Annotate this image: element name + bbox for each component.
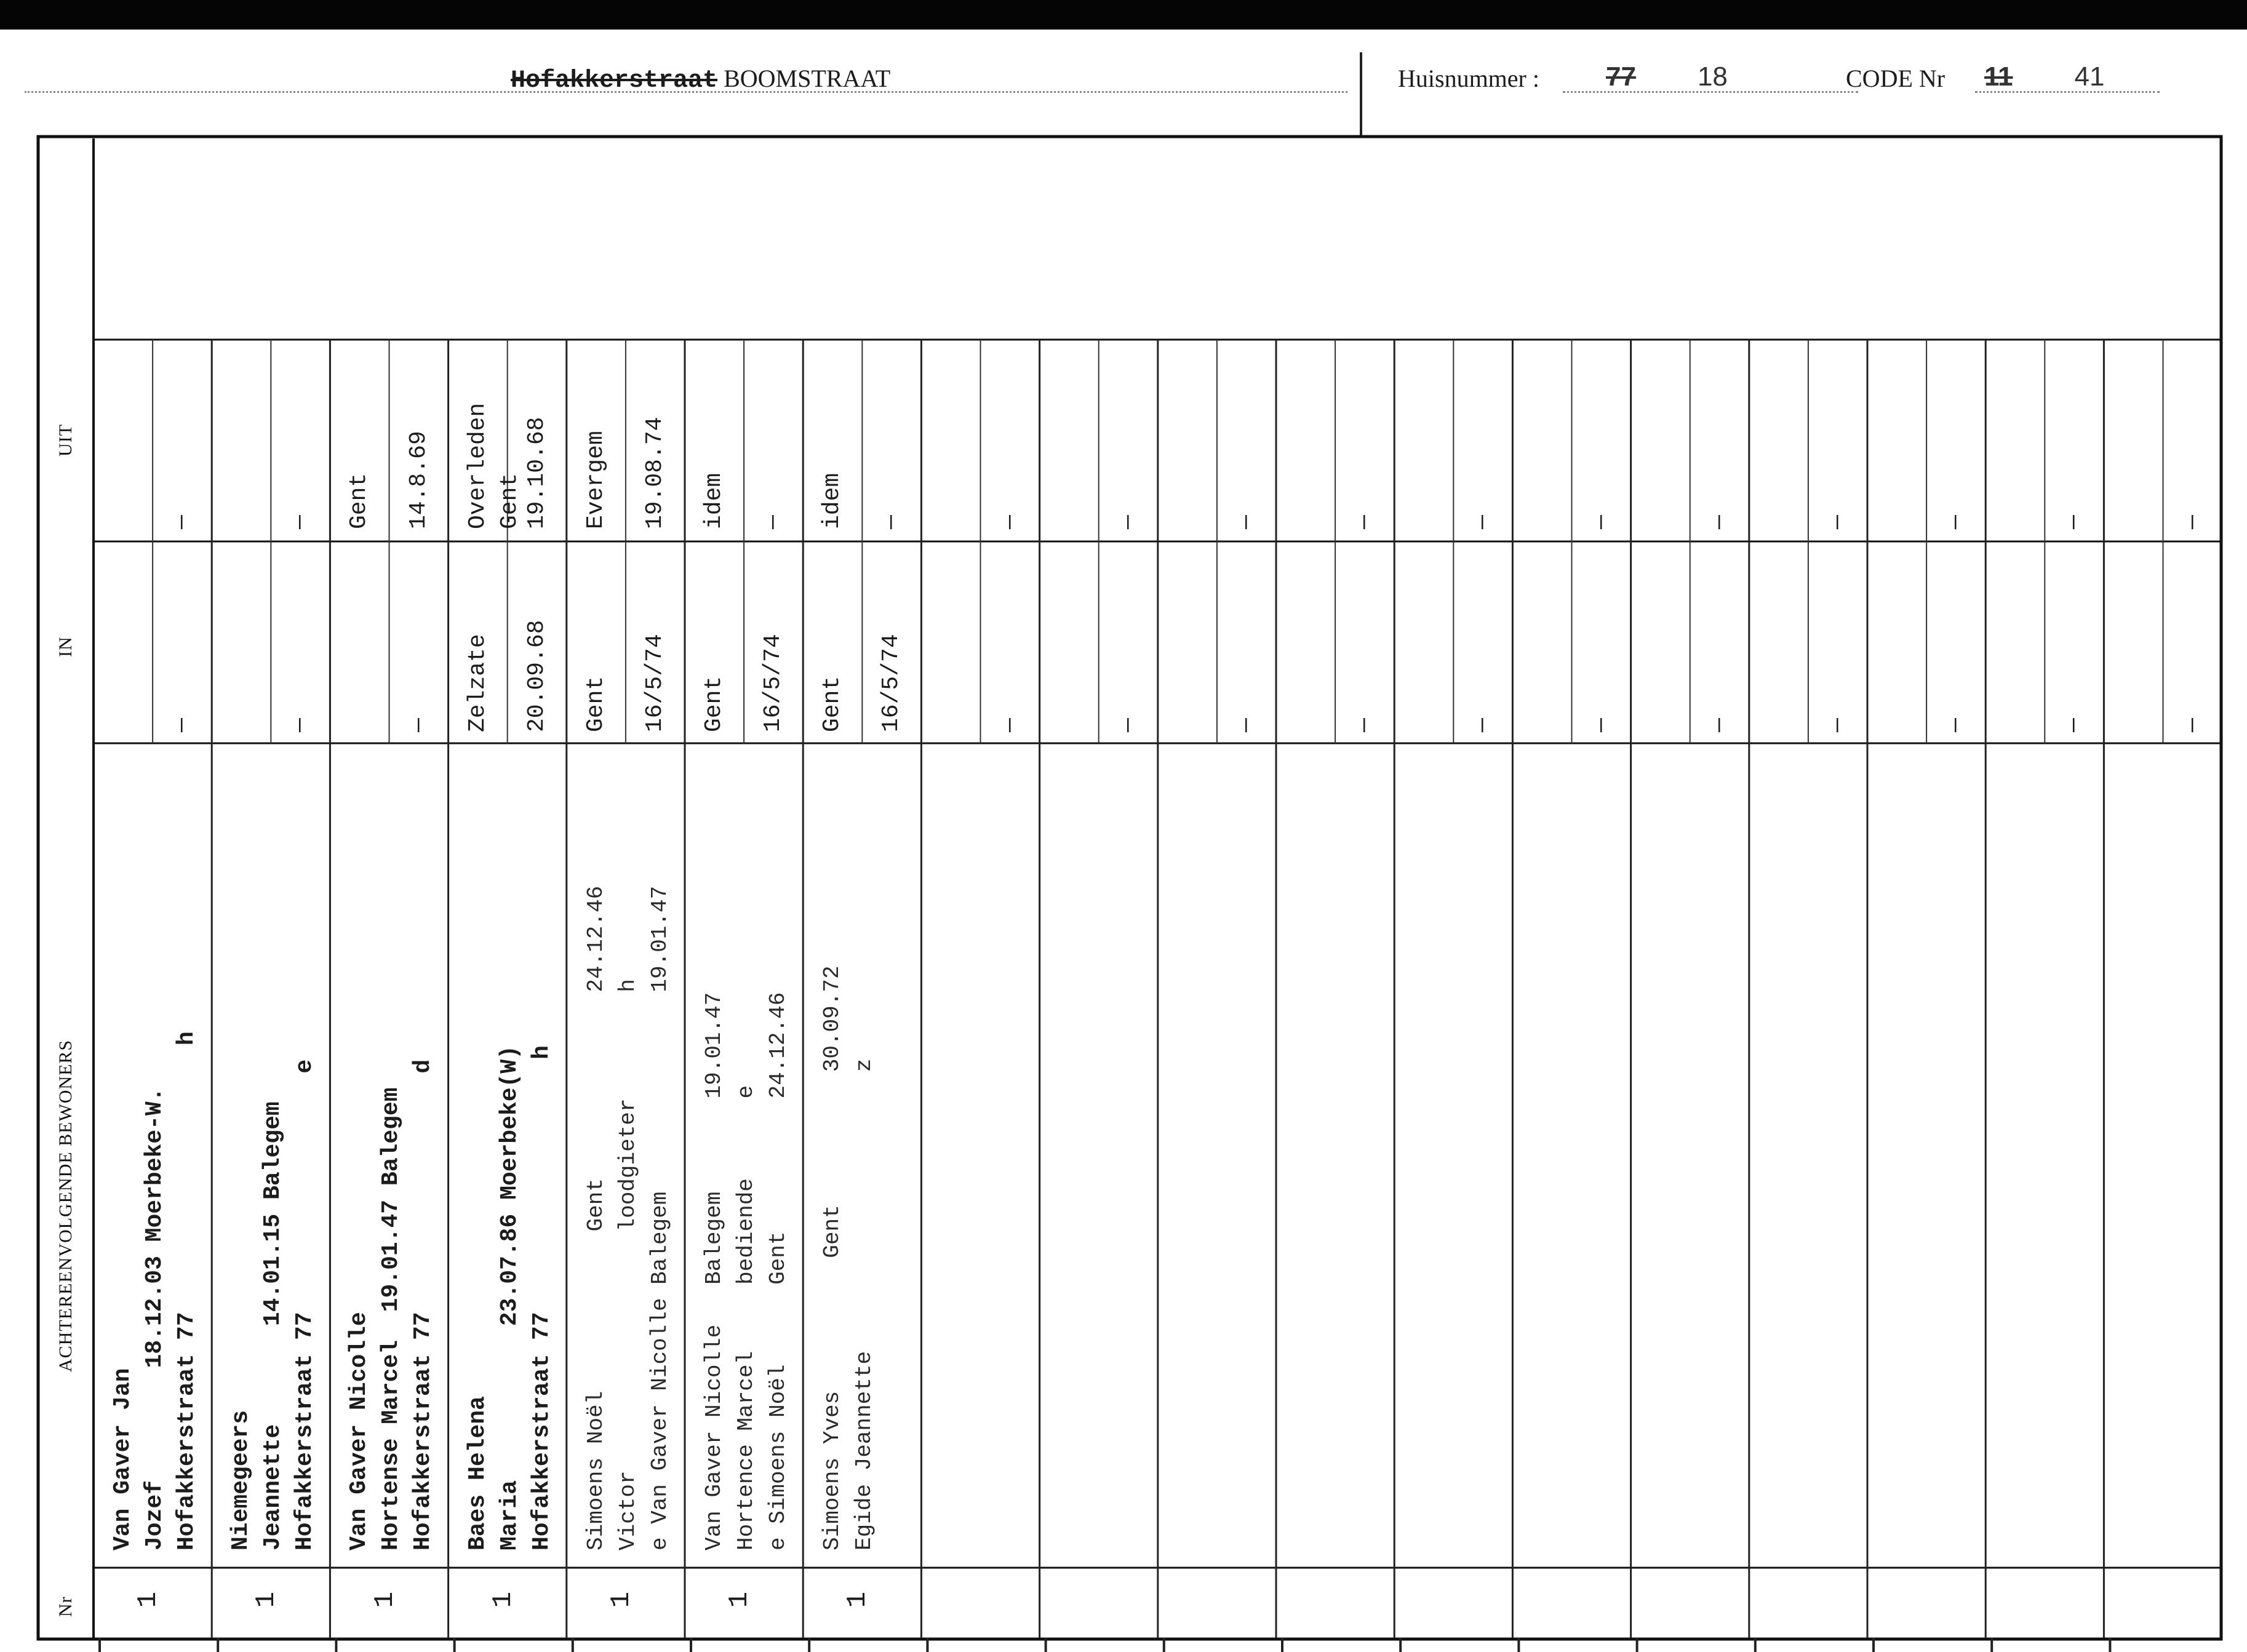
- resident-entry: [343, 1059, 439, 1550]
- house-number-label: Huisnummer :: [1398, 65, 1539, 92]
- resident-line: Victor loodgieter h: [615, 979, 641, 1550]
- resident-entry: [225, 1059, 321, 1550]
- uit-date: —: [1824, 515, 1851, 529]
- in-date: 16/5/74: [760, 634, 787, 732]
- in-place: Gent: [701, 676, 727, 732]
- uit-date: 19.08.74: [641, 417, 668, 529]
- resident-line: Maria 23.07.86 Moerbeke(W): [496, 1045, 523, 1550]
- uit-date: —: [1232, 515, 1259, 529]
- uit-date: —: [1942, 515, 1970, 529]
- in-date: —: [405, 718, 432, 732]
- resident-line: Simoens Noël Gent 24.12.46: [583, 885, 609, 1550]
- in-date: —: [2179, 718, 2206, 732]
- resident-line: Hortense Marcel 19.01.47 Balegem: [378, 1087, 405, 1550]
- in-date: —: [1942, 718, 1970, 732]
- in-date: —: [1232, 718, 1259, 732]
- uit-date: —: [760, 515, 787, 529]
- in-date: —: [1114, 718, 1141, 732]
- resident-line: Hofakkerstraat 77 h: [528, 1045, 555, 1550]
- resident-line: Jozef 18.12.03 Moerbeke-W.: [142, 1087, 168, 1550]
- in-place: Gent: [819, 676, 846, 732]
- uit-date: —: [1469, 515, 1496, 529]
- resident-line: Hofakkerstraat 77 d: [410, 1059, 437, 1550]
- uit-date: —: [169, 515, 196, 529]
- in-place: Gent: [582, 676, 609, 732]
- resident-line: Hofakkerstraat 77 h: [174, 1031, 200, 1550]
- uit-place: Evergem: [582, 431, 609, 529]
- uit-place: idem: [819, 473, 846, 529]
- resident-line: Van Gaver Jan: [110, 1368, 136, 1550]
- code-old: 11: [1984, 62, 2013, 92]
- uit-date: —: [287, 515, 314, 529]
- record-nr: 1: [842, 1591, 874, 1608]
- resident-line: Hortence Marcel bediende e: [733, 1085, 759, 1550]
- in-place: Zelzate: [464, 634, 491, 732]
- in-date: 16/5/74: [878, 634, 905, 732]
- resident-entry: [580, 886, 676, 1550]
- resident-line: Egide Jeannette z: [852, 1058, 877, 1550]
- resident-line: Hofakkerstraat 77 e: [292, 1059, 319, 1550]
- in-date: —: [1824, 718, 1851, 732]
- in-date: —: [287, 718, 314, 732]
- label-uit: UIT: [55, 424, 76, 457]
- in-date: —: [1351, 718, 1378, 732]
- uit-date: —: [2179, 515, 2206, 529]
- label-in: IN: [55, 636, 76, 657]
- uit-date: 14.8.69: [405, 431, 432, 529]
- record-nr: 1: [606, 1591, 637, 1608]
- uit-date: —: [1351, 515, 1378, 529]
- uit-date: —: [996, 515, 1023, 529]
- in-date: 20.09.68: [523, 620, 550, 732]
- resident-line: Van Gaver Nicolle: [346, 1312, 373, 1550]
- resident-entry: [107, 1031, 203, 1550]
- record-nr: 1: [487, 1591, 519, 1608]
- record-nr: 1: [133, 1591, 164, 1608]
- in-date: —: [1587, 718, 1614, 732]
- street-new: BOOMSTRAAT: [724, 65, 891, 92]
- resident-line: e Van Gaver Nicolle Balegem 19.01.47: [647, 885, 673, 1550]
- in-date: —: [2061, 718, 2088, 732]
- resident-entry: [816, 965, 880, 1550]
- resident-line: Baes Helena: [464, 1396, 491, 1550]
- uit-date: 19.10.68: [523, 417, 550, 529]
- resident-line: Niemegeers: [228, 1410, 255, 1550]
- house-number-old: 77: [1606, 62, 1636, 92]
- in-date: 16/5/74: [641, 634, 668, 732]
- house-number-new: 18: [1697, 62, 1728, 92]
- uit-place: Overleden Gent: [464, 402, 523, 529]
- in-date: —: [169, 718, 196, 732]
- record-nr: 1: [369, 1591, 401, 1608]
- resident-entry: [462, 1045, 558, 1550]
- uit-place: idem: [701, 473, 727, 529]
- resident-line: Van Gaver Nicolle Balegem 19.01.47: [701, 992, 727, 1550]
- resident-line: Jeannette 14.01.15 Balegem: [260, 1101, 287, 1550]
- label-residents: ACHTEREENVOLGENDE BEWONERS: [55, 1039, 76, 1372]
- uit-date: —: [1706, 515, 1733, 529]
- record-nr: 1: [724, 1591, 756, 1608]
- uit-date: —: [1587, 515, 1614, 529]
- resident-line: e Simoens Noël Gent 24.12.46: [765, 992, 791, 1550]
- in-date: —: [1469, 718, 1496, 732]
- uit-date: —: [2061, 515, 2088, 529]
- uit-date: —: [878, 515, 905, 529]
- street-old: Hofakkerstraat: [511, 67, 718, 95]
- code-label: CODE Nr: [1846, 65, 1946, 92]
- resident-entry: [698, 992, 794, 1550]
- resident-line: Simoens Yves Gent 30.09.72: [820, 965, 845, 1550]
- record-nr: 1: [251, 1591, 282, 1608]
- in-date: —: [1706, 718, 1733, 732]
- uit-date: —: [1114, 515, 1141, 529]
- label-nr: Nr: [55, 1596, 76, 1617]
- code-new: 41: [2074, 62, 2105, 92]
- uit-place: Gent: [346, 473, 373, 529]
- in-date: —: [996, 718, 1023, 732]
